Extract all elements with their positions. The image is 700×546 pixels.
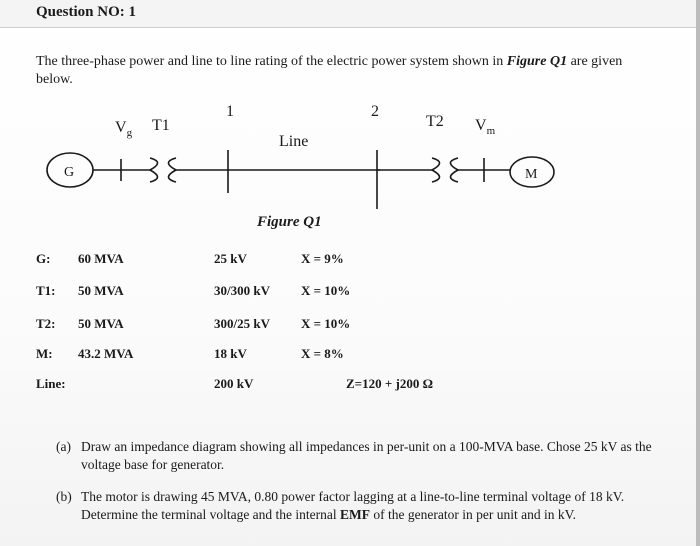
t2-label: T2	[426, 113, 444, 130]
rating-reactance: X = 10%	[301, 283, 351, 298]
vm-label: $V_m$	[475, 117, 496, 137]
rating-kv: 18 kV	[214, 346, 247, 361]
intro-figure-ref: Figure Q1	[506, 54, 568, 69]
part-b-label: (b)	[56, 489, 72, 504]
rating-mva: 43.2 MVA	[78, 346, 134, 361]
rating-kv: 300/25 kV	[214, 316, 270, 331]
intro-paragraph	[36, 53, 656, 89]
t1-primary-winding	[150, 158, 158, 182]
rating-kv: 200 kV	[214, 376, 254, 391]
page-edge	[696, 0, 700, 546]
rating-name: T1:	[36, 283, 56, 298]
question-title: Question NO: 1	[36, 4, 137, 20]
bus-2-label: 2	[371, 103, 379, 120]
t2-secondary-winding	[451, 158, 459, 182]
intro-text: The three-phase power and line to line rating of the electric power system shown in	[36, 54, 507, 69]
generator-label: G	[64, 165, 75, 180]
part-a-text: Draw an impedance diagram showing all impedances in per-unit on a 100-MVA base. Chose 25 kV as the voltage base for generator.	[81, 439, 652, 472]
rating-kv: 25 kV	[214, 251, 247, 266]
rating-reactance: X = 10%	[301, 316, 351, 331]
figure-caption: Figure Q1	[257, 214, 322, 230]
rating-mva: 50 MVA	[78, 316, 124, 331]
part-b-emf: EMF	[340, 507, 371, 522]
bus-1-label: 1	[226, 103, 234, 120]
rating-impedance: Z=120 + j200 Ω	[346, 376, 433, 391]
rating-mva: 60 MVA	[78, 251, 124, 266]
rating-name: Line:	[36, 376, 66, 391]
rating-name: T2:	[36, 316, 56, 331]
part-a-label: (a)	[56, 439, 71, 454]
rating-mva: 50 MVA	[78, 283, 124, 298]
t2-primary-winding	[432, 158, 440, 182]
rating-kv: 30/300 kV	[214, 283, 270, 298]
line-label: Line	[279, 133, 309, 150]
rating-reactance: X = 8%	[301, 346, 344, 361]
rating-reactance: X = 9%	[301, 251, 344, 266]
intro-text-end: are given below.	[36, 54, 623, 87]
vg-label: $V_g$	[115, 119, 133, 139]
part-b-text: The motor is drawing 45 MVA, 0.80 power factor lagging at a line-to-line terminal voltage of 18 kV. Determine the terminal voltage and the internal EMF of the generator in per unit and in kV.	[81, 489, 625, 522]
rating-name: G:	[36, 251, 51, 266]
motor-label: M	[525, 167, 538, 182]
rating-name: M:	[36, 346, 53, 361]
t1-secondary-winding	[169, 158, 177, 182]
one-line-diagram	[0, 92, 700, 212]
t1-label: T1	[152, 117, 170, 134]
